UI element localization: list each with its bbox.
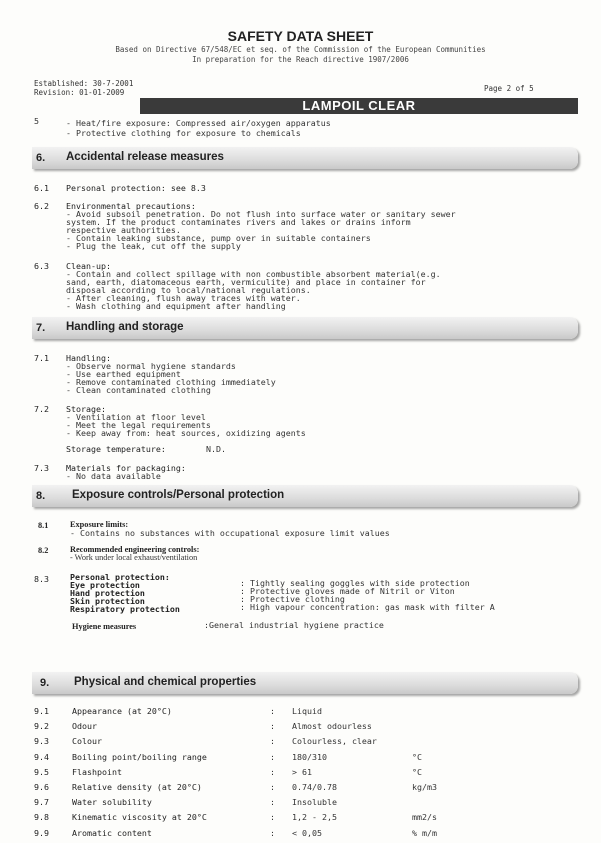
- personal-protection-label: Personal protection:: [70, 572, 170, 582]
- list-item: - Observe normal hygiene standards: [66, 361, 236, 371]
- property-name: Relative density (at 20°C): [72, 782, 202, 792]
- property-unit: kg/m3: [412, 782, 437, 792]
- established-date: Established: 30-7-2001: [34, 79, 134, 88]
- protection-value: : High vapour concentration: gas mask with filter A: [240, 602, 495, 612]
- property-number: 9.7: [34, 797, 49, 808]
- clean-up-label: Clean-up:: [66, 261, 111, 271]
- hygiene-measures-value: :General industrial hygiene practice: [204, 620, 384, 630]
- list-item: - Ventilation at floor level: [66, 412, 206, 422]
- property-number: 9.9: [34, 827, 49, 838]
- section-8-title: Exposure controls/Personal protection: [72, 489, 285, 501]
- list-item: - Work under local exhaust/ventilation: [70, 553, 198, 562]
- protection-type: Respiratory protection: [70, 604, 180, 614]
- property-value: > 61: [292, 766, 312, 777]
- personal-protection-ref: Personal protection: see 8.3: [66, 183, 206, 193]
- property-name: Kinematic viscosity at 20°C: [72, 812, 207, 823]
- handling-label: Handling:: [66, 353, 111, 363]
- subsection-number: 7.3: [34, 463, 49, 473]
- property-name: Aromatic content: [72, 827, 152, 838]
- property-value: Liquid: [292, 706, 322, 716]
- property-name: Water solubility: [72, 797, 152, 808]
- section-5-number: 5: [34, 116, 39, 126]
- list-item: - Wash clothing and equipment after handling: [66, 301, 286, 311]
- property-value: 1,2 - 2,5: [292, 812, 337, 823]
- section-6-number: 6.: [36, 152, 46, 164]
- section-6-title: Accidental release measures: [66, 151, 224, 163]
- property-separator: :: [270, 797, 275, 808]
- property-separator: :: [270, 706, 275, 716]
- property-value: Colourless, clear: [292, 736, 377, 747]
- property-number: 9.5: [34, 766, 49, 777]
- product-name: LAMPOIL CLEAR: [302, 98, 416, 113]
- list-item: - Contain leaking substance, pump over in suitable containers: [66, 233, 371, 243]
- property-unit: °C: [412, 766, 422, 777]
- list-item: sand, earth, diatomaceous earth, vermiculite) and place in container for: [66, 277, 426, 287]
- property-number: 9.4: [34, 751, 49, 762]
- storage-label: Storage:: [66, 404, 106, 414]
- hygiene-measures-label: Hygiene measures: [72, 622, 137, 631]
- reach-line: In preparation for the Reach directive 1907/2006: [192, 55, 409, 64]
- section-9-number: 9.: [40, 677, 50, 689]
- property-name: Colour: [72, 736, 102, 747]
- subsection-number: 6.3: [34, 261, 49, 271]
- section-5-line: - Protective clothing for exposure to chemicals: [66, 128, 301, 138]
- page-number: Page 2 of 5: [484, 84, 534, 93]
- property-separator: :: [270, 736, 275, 747]
- property-value: < 0,05: [292, 827, 322, 838]
- section-7-title: Handling and storage: [66, 321, 184, 333]
- revision-date: Revision: 01-01-2009: [34, 88, 125, 97]
- property-separator: :: [270, 721, 275, 732]
- subsection-number: 8.1: [38, 521, 49, 530]
- exposure-limits-label: Exposure limits:: [70, 520, 129, 529]
- property-separator: :: [270, 812, 275, 823]
- subsection-number: 6.1: [34, 183, 49, 193]
- property-name: Appearance (at 20°C): [72, 706, 172, 716]
- property-number: 9.2: [34, 721, 49, 732]
- property-separator: :: [270, 827, 275, 838]
- subsection-number: 8.2: [38, 546, 49, 555]
- subsection-number: 7.2: [34, 404, 49, 414]
- section-8-number: 8.: [36, 490, 46, 502]
- property-value: 0.74/0.78: [292, 782, 337, 792]
- list-item: - Keep away from: heat sources, oxidizing agents: [66, 428, 306, 438]
- document-title: SAFETY DATA SHEET: [227, 28, 374, 44]
- section-7-number: 7.: [36, 322, 46, 334]
- property-value: 180/310: [292, 751, 327, 762]
- property-name: Flashpoint: [72, 766, 122, 777]
- subsection-number: 7.1: [34, 353, 49, 363]
- protection-type: Eye protection: [70, 580, 140, 590]
- property-separator: :: [270, 751, 275, 762]
- directive-line: Based on Directive 67/548/EC et seq. of the Commission of the European Communities: [115, 45, 486, 54]
- subsection-number: 8.3: [34, 574, 49, 584]
- list-item: - Contain and collect spillage with non combustible absorbent material(e.g.: [66, 269, 441, 279]
- list-item: - Contains no substances with occupational exposure limit values: [70, 528, 390, 538]
- property-number: 9.6: [34, 782, 49, 792]
- list-item: system. If the product contaminates rivers and lakes or drains inform: [66, 217, 411, 227]
- section-9-title: Physical and chemical properties: [74, 676, 257, 688]
- property-value: Insoluble: [292, 797, 337, 808]
- protection-type: Skin protection: [70, 596, 145, 606]
- storage-temperature-value: N.D.: [206, 444, 226, 454]
- property-number: 9.1: [34, 706, 49, 716]
- storage-temperature-label: Storage temperature:: [66, 444, 166, 454]
- section-5-line: - Heat/fire exposure: Compressed air/oxygen apparatus: [66, 118, 331, 128]
- property-unit: °C: [412, 751, 422, 762]
- list-item: - After cleaning, flush away traces with water.: [66, 293, 301, 303]
- protection-type: Hand protection: [70, 588, 145, 598]
- property-number: 9.3: [34, 736, 49, 747]
- property-unit: % m/m: [412, 827, 437, 838]
- list-item: - Plug the leak, cut off the supply: [66, 241, 241, 251]
- list-item: - Meet the legal requirements: [66, 420, 211, 430]
- environmental-precautions-label: Environmental precautions:: [66, 201, 196, 211]
- property-separator: :: [270, 782, 275, 792]
- list-item: respective authorities.: [66, 225, 181, 235]
- list-item: - Avoid subsoil penetration. Do not flush into surface water or sanitary sewer: [66, 209, 456, 219]
- property-unit: mm2/s: [412, 812, 437, 823]
- packaging-label: Materials for packaging:: [66, 463, 186, 473]
- list-item: - Clean contaminated clothing: [66, 385, 211, 395]
- property-number: 9.8: [34, 812, 49, 823]
- protection-value: : Protective gloves made of Nitril or Viton: [240, 586, 455, 596]
- property-name: Boiling point/boiling range: [72, 751, 207, 762]
- list-item: - Remove contaminated clothing immediately: [66, 377, 276, 387]
- list-item: - Use earthed equipment: [66, 369, 181, 379]
- list-item: - No data available: [66, 471, 161, 481]
- property-name: Odour: [72, 721, 97, 732]
- property-value: Almost odourless: [292, 721, 372, 732]
- property-separator: :: [270, 766, 275, 777]
- protection-value: : Tightly sealing goggles with side protection: [240, 578, 470, 588]
- list-item: disposal according to local/national regulations.: [66, 285, 311, 295]
- subsection-number: 6.2: [34, 201, 49, 211]
- engineering-controls-label: Recommended engineering controls:: [70, 545, 200, 554]
- protection-value: : Protective clothing: [240, 594, 345, 604]
